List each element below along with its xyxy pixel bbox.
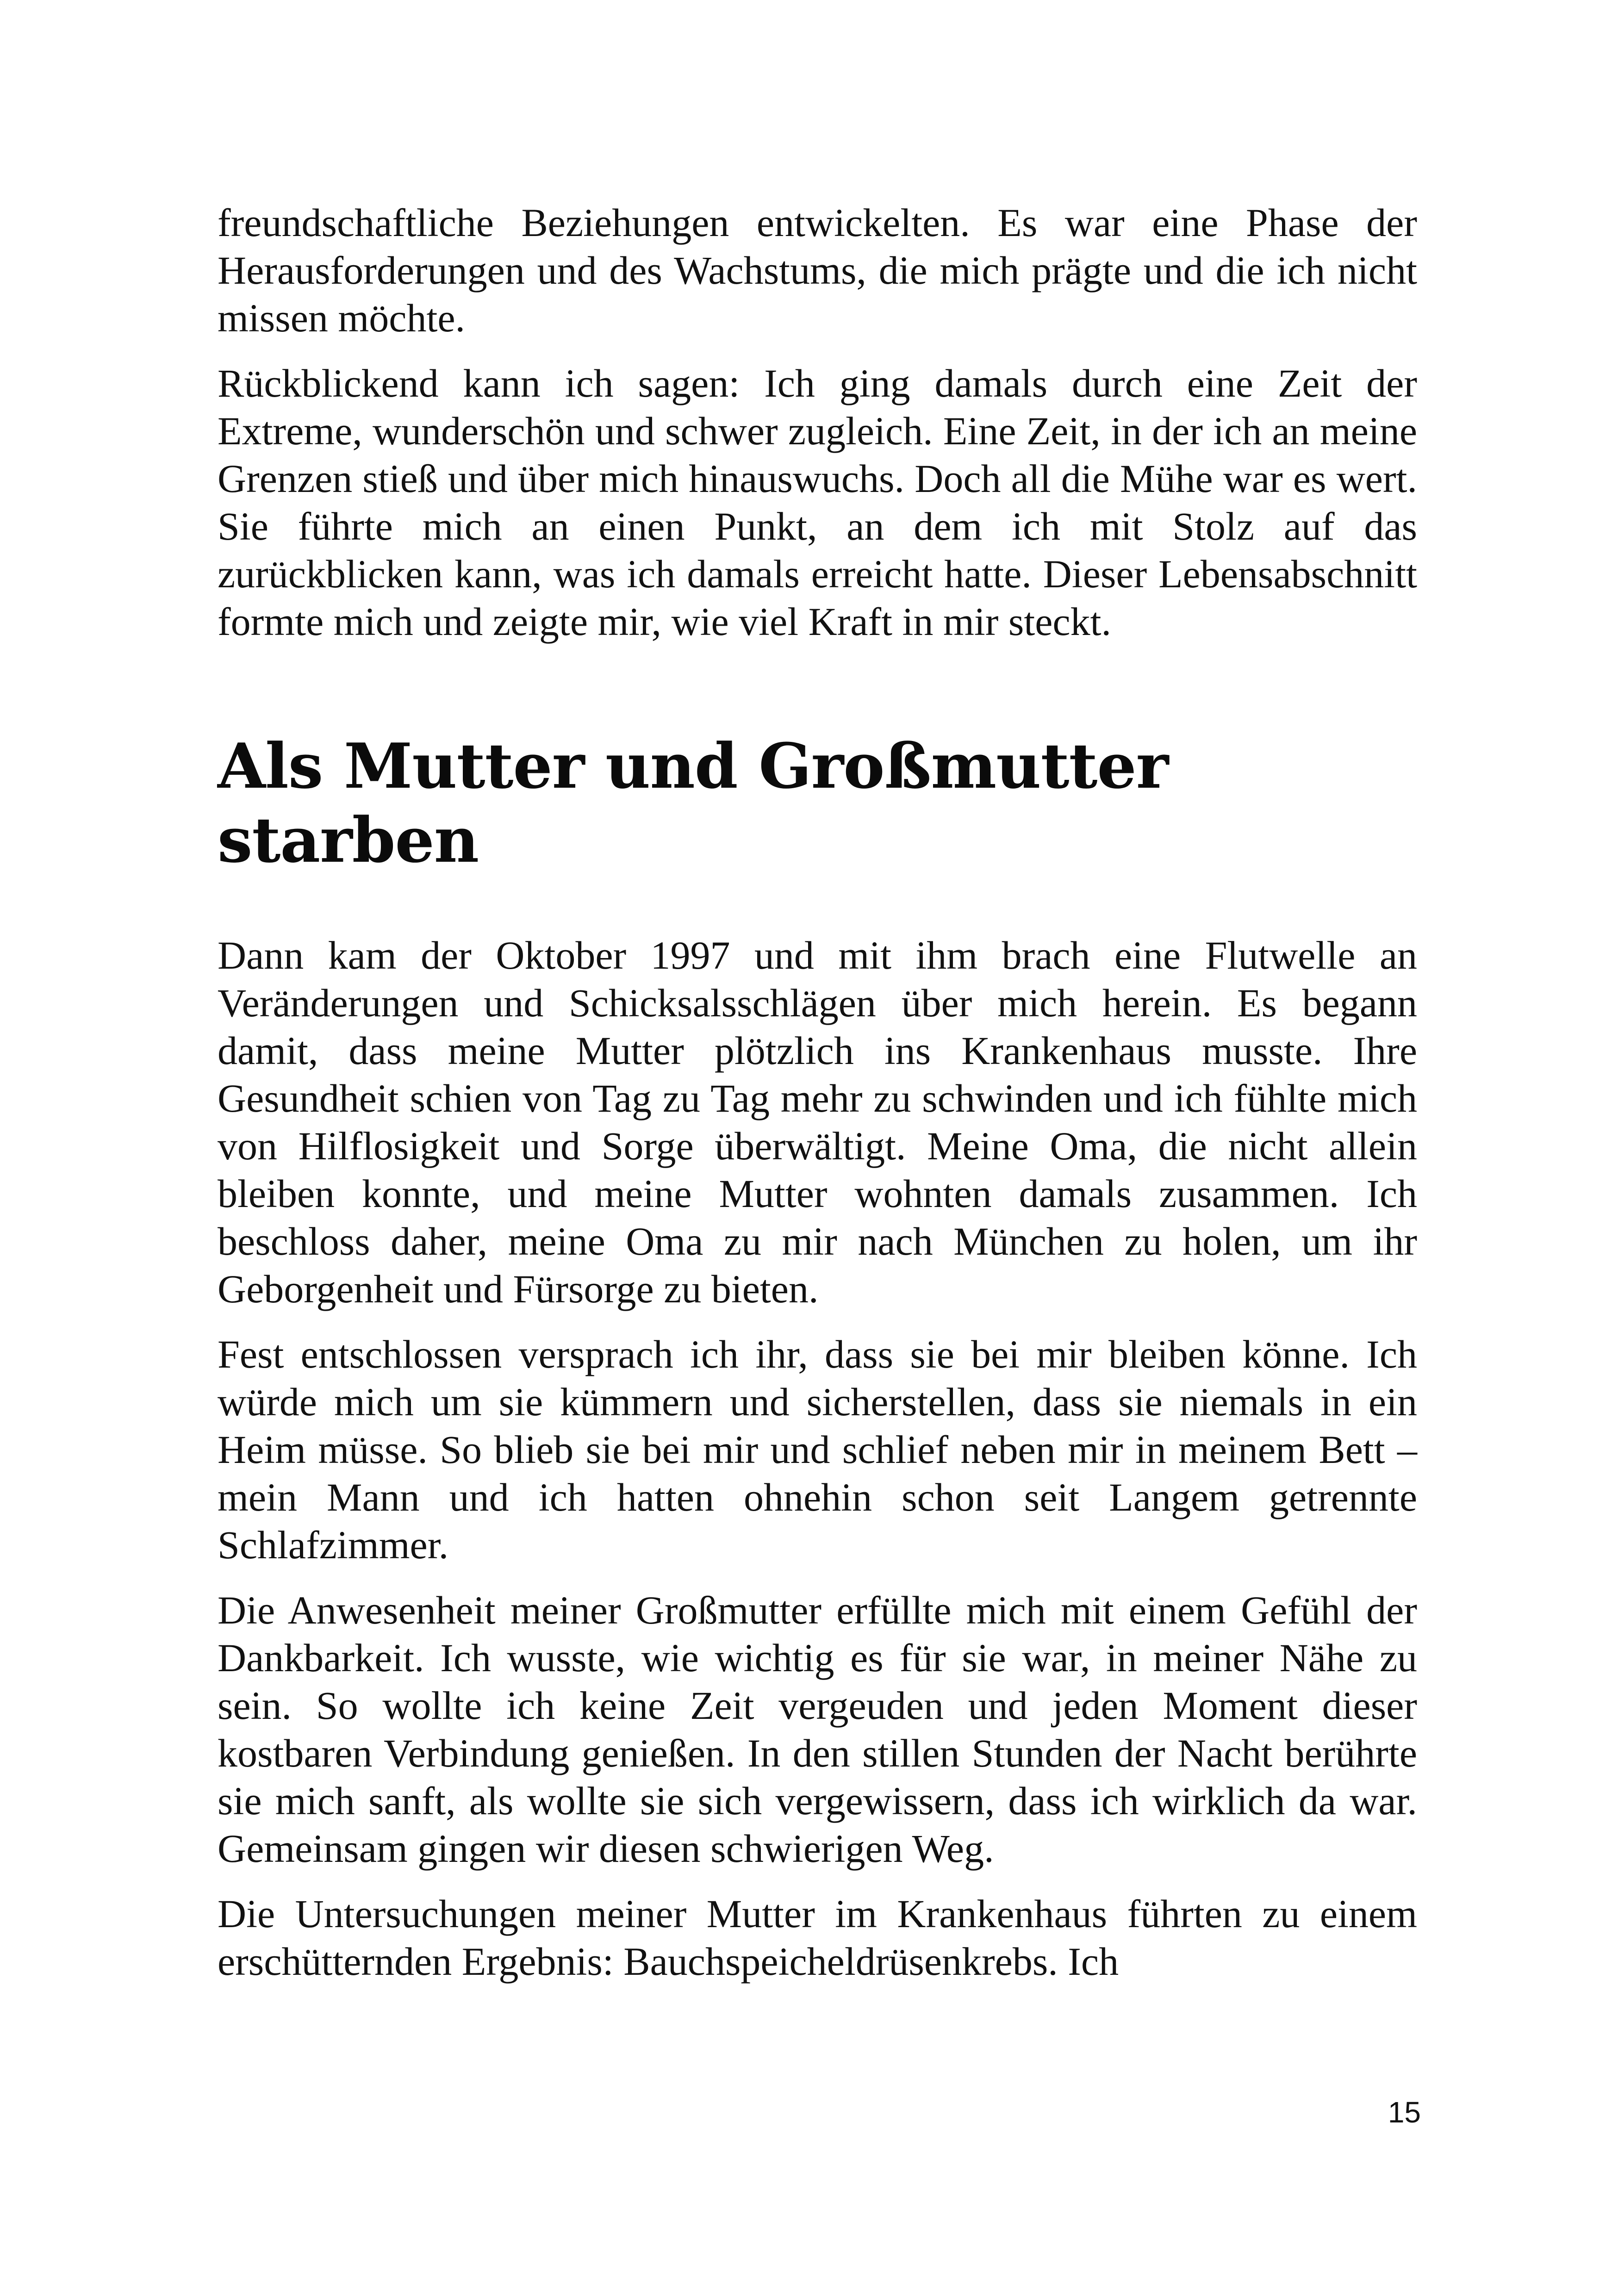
paragraph-6: Die Untersuchungen meiner Mutter im Krankenhaus führten zu einem erschütternden Ergebnis: Bauchspeicheldrüsenkrebs. Ich (218, 1892, 1417, 1984)
page-number: 15 (1388, 2096, 1421, 2129)
paragraph-2: Rückblickend kann ich sagen: Ich ging damals durch eine Zeit der Extreme, wunderschön und schwer zugleich. Eine Zeit, in der ich an meine Grenzen stieß und über mich hinauswuchs. Doch all die Mühe war es wert. Sie führte mich an einen Punkt, an dem ich mit Stolz auf das zurückblicken kann, was ich damals erreicht hatte. Dieser Lebensabschnitt formte mich und zeigte mir, wie viel Kraft in mir steckt. (218, 361, 1417, 644)
paragraph-1: freundschaftliche Beziehungen entwickelten. Es war eine Phase der Herausforderungen und des Wachstums, die mich prägte und die ich nicht missen möchte. (218, 200, 1417, 340)
section-heading: Als Mutter und Großmutter starben (218, 729, 1169, 877)
paragraph-4: Fest entschlossen versprach ich ihr, dass sie bei mir bleiben könne. Ich würde mich um sie kümmern und sicherstellen, dass sie niemals in ein Heim müsse. So blieb sie bei mir und schlief neben mir in meinem Bett – mein Mann und ich hatten ohnehin schon seit Langem getrennte Schlafzimmer. (218, 1332, 1417, 1567)
paragraph-3: Dann kam der Oktober 1997 und mit ihm brach eine Flutwelle an Veränderungen und Schicksalsschlägen über mich herein. Es begann damit, dass meine Mutter plötzlich ins Krankenhaus musste. Ihre Gesundheit schien von Tag zu Tag mehr zu schwinden und ich fühlte mich von Hilflosigkeit und Sorge überwältigt. Meine Oma, die nicht allein bleiben konnte, und meine Mutter wohnten damals zusammen. Ich beschloss daher, meine Oma zu mir nach München zu holen, um ihr Geborgenheit und Fürsorge zu bieten. (218, 933, 1417, 1311)
page-content (218, 199, 1417, 2003)
paragraph-5: Die Anwesenheit meiner Großmutter erfüllte mich mit einem Gefühl der Dankbarkeit. Ich wusste, wie wichtig es für sie war, in meiner Nähe zu sein. So wollte ich keine Zeit vergeuden und jeden Moment dieser kostbaren Verbindung genießen. In den stillen Stunden der Nacht berührte sie mich sanft, als wollte sie sich vergewissern, dass ich wirklich da war. Gemeinsam gingen wir diesen schwierigen Weg. (218, 1588, 1417, 1871)
